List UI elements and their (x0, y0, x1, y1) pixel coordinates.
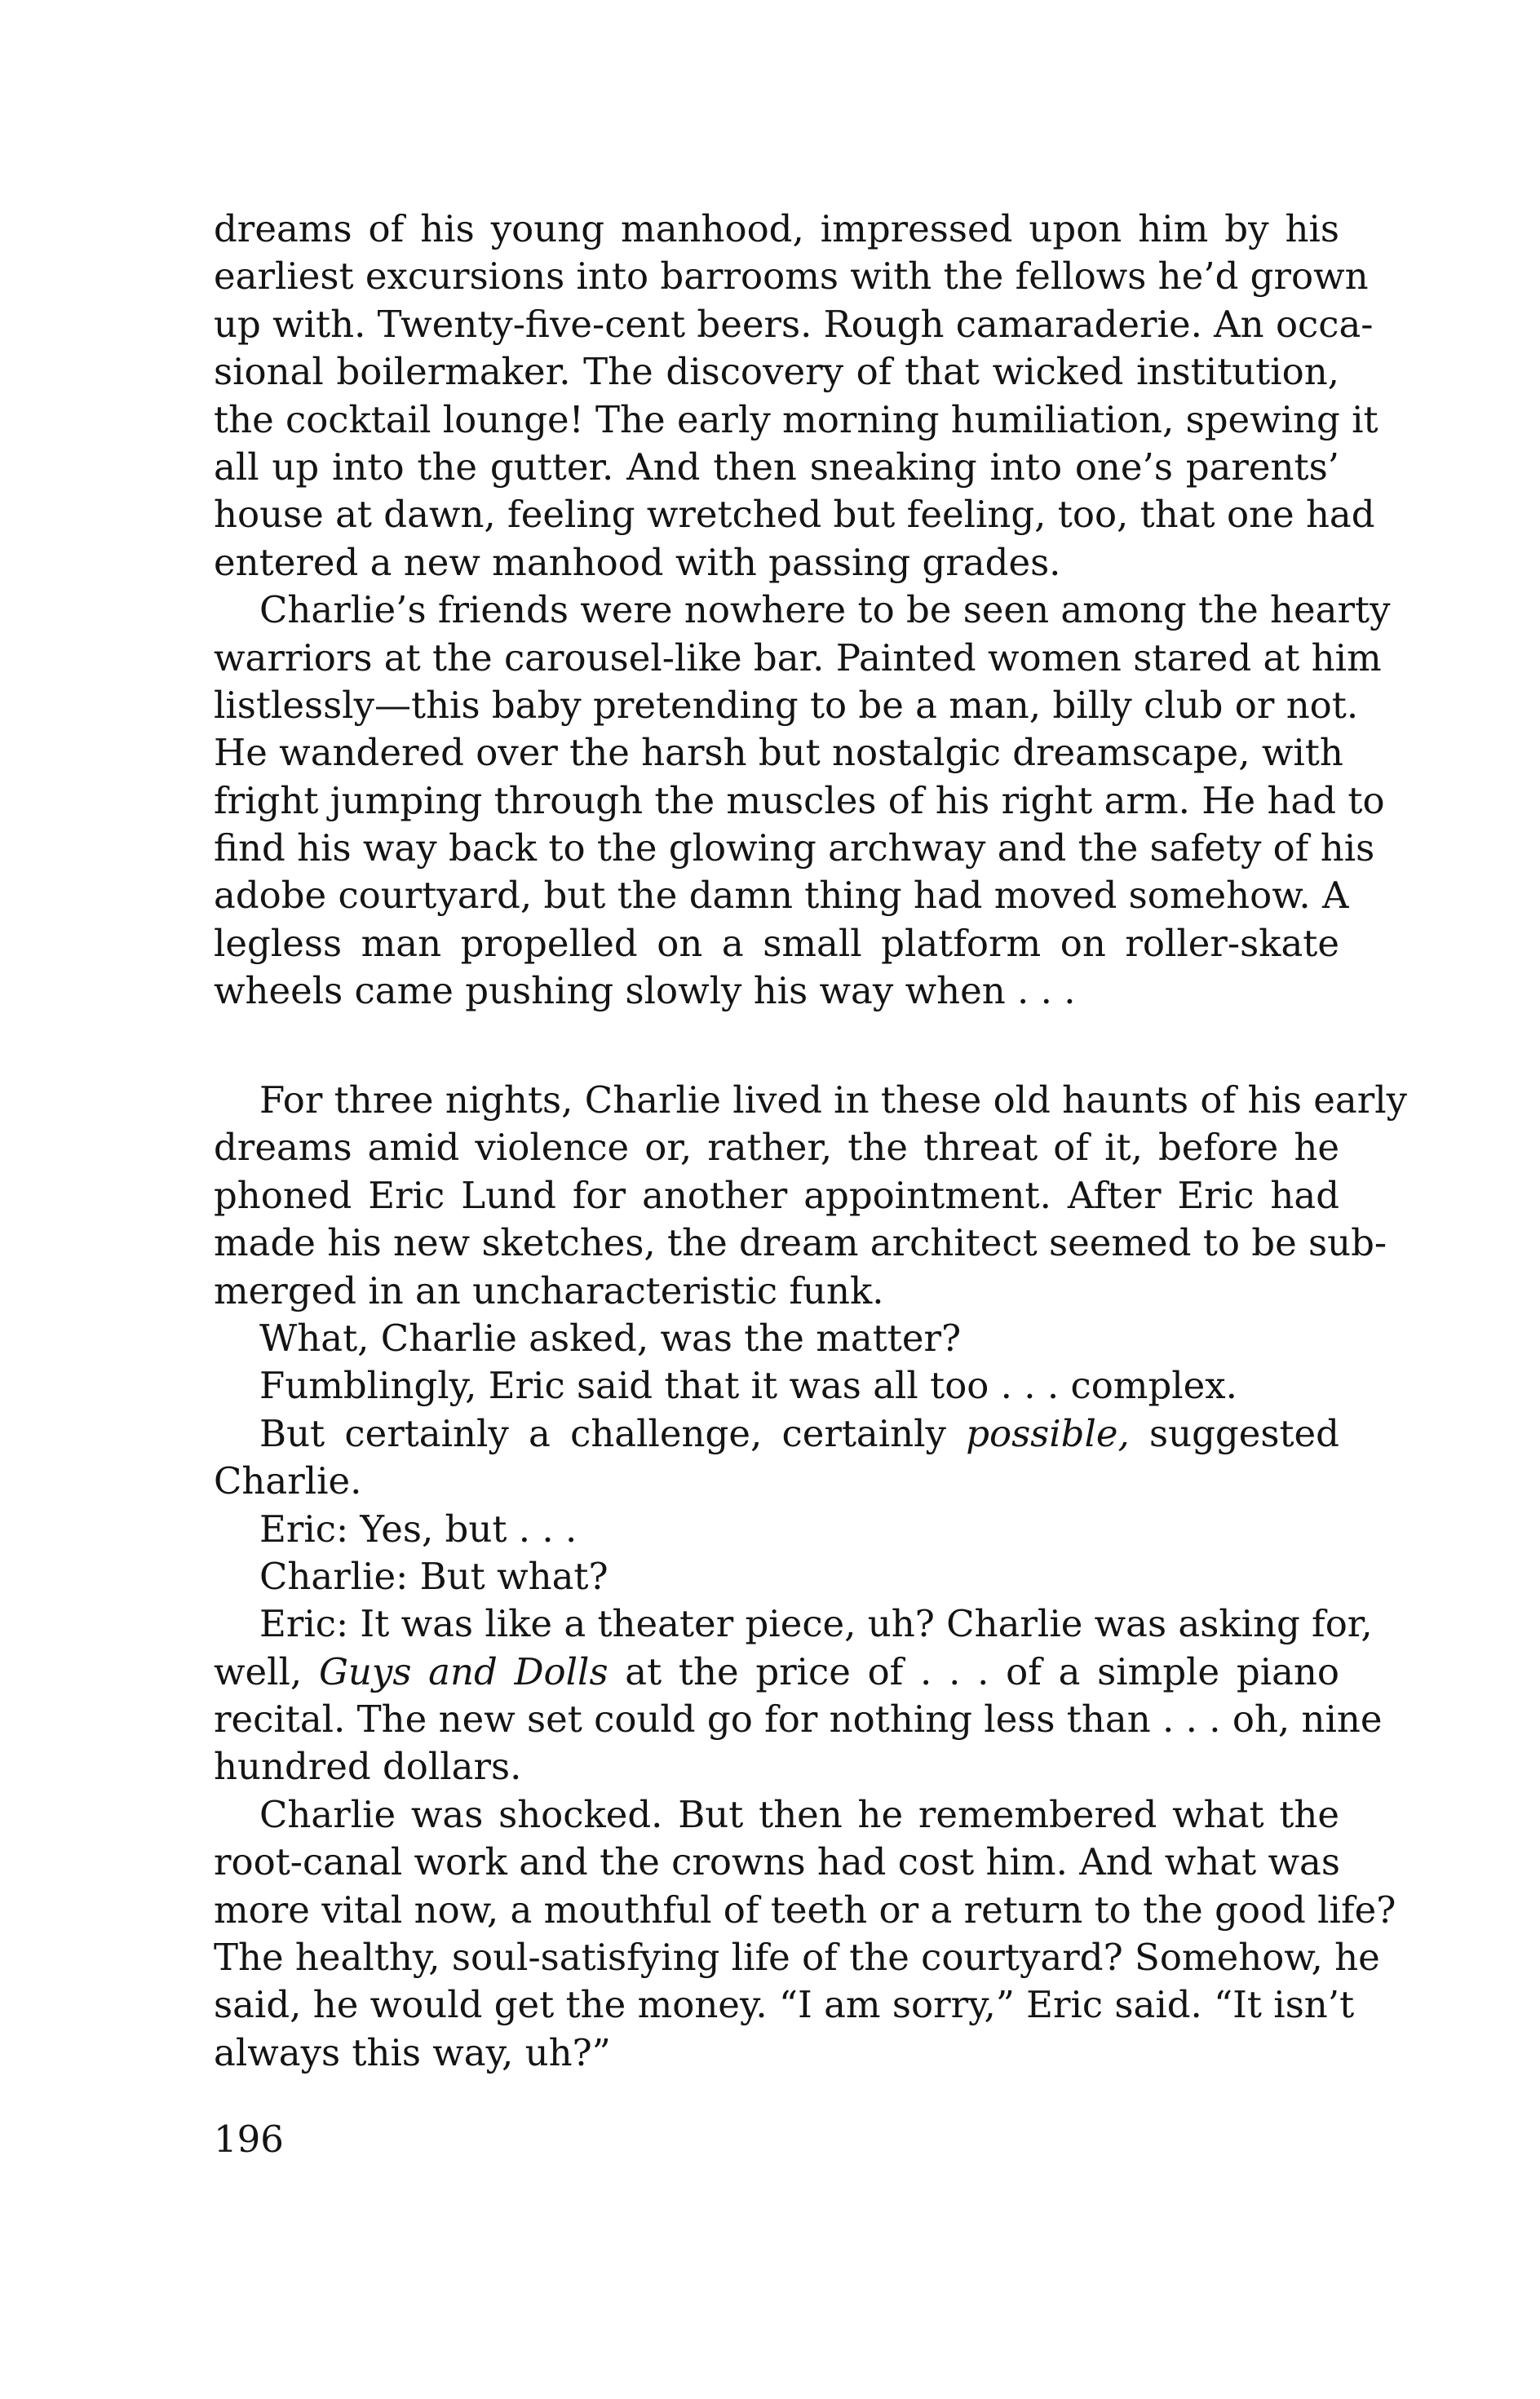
paragraph (214, 1077, 1408, 1315)
text-line: the cocktail lounge! The early morning humiliation, spewing it (214, 397, 1378, 441)
paragraph (214, 586, 1391, 1016)
text-line: entered a new manhood with passing grades. (214, 540, 1061, 584)
text-line: more vital now, a mouthful of teeth or a return to the good life? (214, 1888, 1396, 1932)
text-line: said, he would get the money. “I am sorry,” Eric said. “It isn’t (214, 1983, 1355, 2027)
text-line: For three nights, Charlie lived in these old haunts of his early (259, 1078, 1408, 1122)
text-run: well, (214, 1649, 319, 1693)
text-line: recital. The new set could go for nothing less than . . . oh, nine (214, 1697, 1383, 1742)
text-line: adobe courtyard, but the damn thing had moved somehow. A (214, 874, 1349, 918)
text-line: legless man propelled on a small platform on roller-skate (214, 921, 1339, 965)
paragraph (214, 1315, 1339, 1362)
page-number: 196 (214, 2118, 284, 2161)
italic-text: possible, (966, 1411, 1130, 1455)
section-2 (214, 1077, 1408, 2077)
text-run: suggested (1129, 1411, 1339, 1455)
paragraph (214, 1506, 1339, 1553)
paragraph (214, 206, 1378, 586)
paragraph (214, 1362, 1339, 1410)
text-line (214, 1410, 1339, 1458)
text-line: Charlie: But what? (259, 1554, 608, 1598)
text-line: house at dawn, feeling wretched but feeling, too, that one had (214, 493, 1375, 537)
italic-text: Guys and Dolls (318, 1649, 608, 1693)
text-line: fright jumping through the muscles of his right arm. He had to (214, 778, 1385, 822)
text-line: warriors at the carousel-like bar. Painted women stared at him (214, 635, 1382, 679)
text-line: phoned Eric Lund for another appointment. After Eric had (214, 1173, 1339, 1217)
text-line: dreams amid violence or, rather, the threat of it, before he (214, 1126, 1339, 1170)
text-line: Charlie was shocked. But then he remembered what the (259, 1792, 1339, 1836)
text-line: dreams of his young manhood, impressed upon him by his (214, 207, 1339, 250)
text-line: find his way back to the glowing archway and the safety of his (214, 826, 1375, 870)
text-line: Eric: It was like a theater piece, uh? Charlie was asking for, (259, 1602, 1373, 1646)
text-line: Charlie’s friends were nowhere to be seen among the hearty (259, 588, 1391, 632)
text-line: Fumblingly, Eric said that it was all too . . . complex. (259, 1364, 1237, 1408)
text-line: earliest excursions into barrooms with the fellows he’d grown (214, 255, 1369, 299)
text-line: root-canal work and the crowns had cost him. And what was (214, 1840, 1340, 1884)
paragraph (214, 1600, 1383, 1791)
text-line: The healthy, soul-satisfying life of the courtyard? Somehow, he (214, 1936, 1380, 1980)
paragraph (214, 1410, 1339, 1506)
text-line: sional boilermaker. The discovery of that wicked institution, (214, 350, 1339, 394)
text-line: made his new sketches, the dream architect seemed to be sub- (214, 1221, 1387, 1265)
paragraph (214, 1791, 1396, 2077)
text-line: merged in an uncharacteristic funk. (214, 1268, 884, 1312)
text-line: up with. Twenty-five-cent beers. Rough camaraderie. An occa- (214, 302, 1374, 346)
text-run: But certainly a challenge, certainly (259, 1411, 967, 1455)
text-run: at the price of . . . of a simple piano (608, 1649, 1339, 1693)
text-line: all up into the gutter. And then sneaking into one’s parents’ (214, 445, 1339, 489)
text-line: hundred dollars. (214, 1745, 522, 1789)
text-line (214, 1649, 1339, 1696)
text-line: He wandered over the harsh but nostalgic dreamscape, with (214, 731, 1343, 775)
text-line: Eric: Yes, but . . . (259, 1507, 578, 1551)
text-line: wheels came pushing slowly his way when . . . (214, 969, 1076, 1013)
paragraph (214, 1553, 1339, 1600)
text-line: always this way, uh?” (214, 2030, 611, 2074)
text-line: listlessly—this baby pretending to be a man, billy club or not. (214, 683, 1359, 727)
text-line: Charlie. (214, 1459, 362, 1503)
section-1 (214, 206, 1391, 1016)
text-line: What, Charlie asked, was the matter? (259, 1316, 962, 1360)
